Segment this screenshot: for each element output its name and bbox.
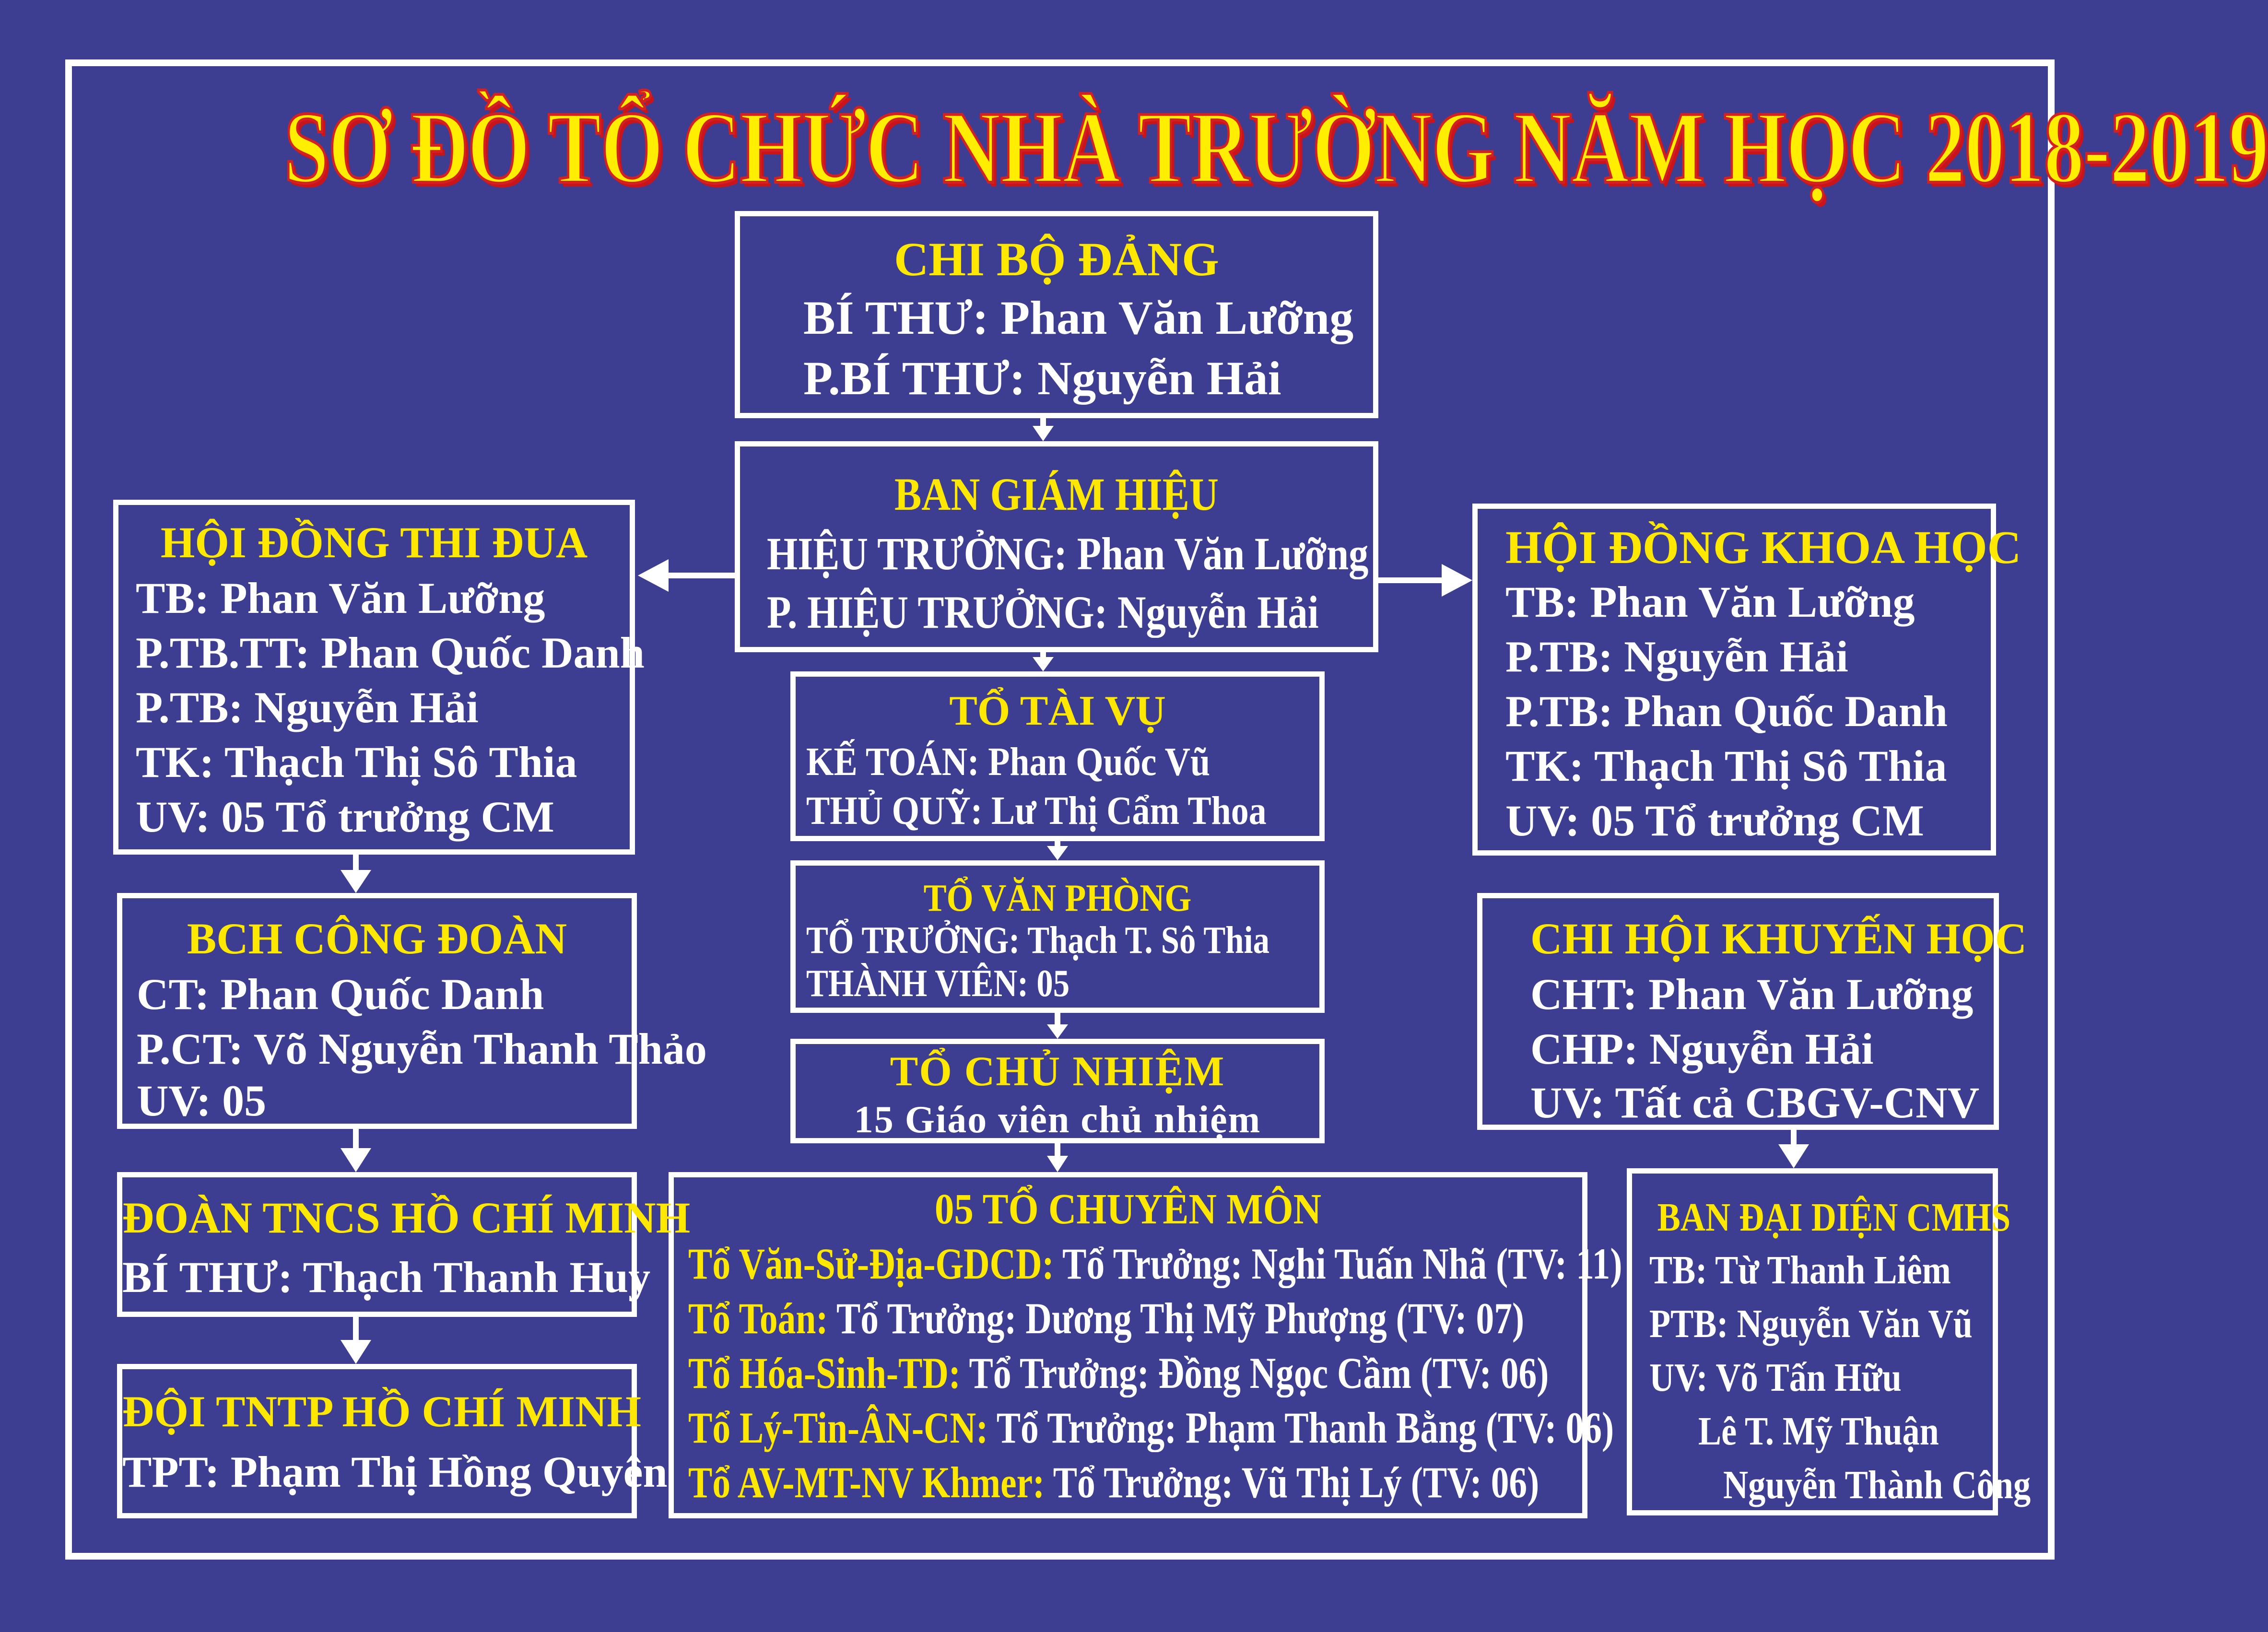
tcm-row-3-name: Tổ Hóa-Sinh-TD: [688, 1349, 961, 1397]
arrow-down-icon [1047, 1013, 1068, 1039]
bdd-heading: BAN ĐẠI DIỆN CMHS [1657, 1195, 2011, 1240]
doan-line-1: BÍ THƯ: Thạch Thanh Huy [122, 1253, 651, 1302]
arrow-down-icon [341, 855, 371, 893]
chi-bo-line-1: BÍ THƯ: Phan Văn Lưỡng [803, 291, 1354, 344]
chkh-line-3: UV: Tất cả CBGV-CNV [1530, 1078, 1980, 1127]
tcm-row-2-name: Tổ Toán: [688, 1294, 828, 1343]
bchcd-line-1: CT: Phan Quốc Danh [137, 970, 544, 1019]
tcm-row-3-detail: Tổ Trưởng: Đồng Ngọc Cầm (TV: 06) [961, 1349, 1549, 1397]
chkh-line-1: CHT: Phan Văn Lưỡng [1530, 970, 1974, 1019]
bdd-line-5: Nguyễn Thành Công [1723, 1463, 2031, 1507]
arrow-left-icon [638, 559, 735, 592]
bchcd-line-2: P.CT: Võ Nguyễn Thanh Thảo [137, 1024, 707, 1073]
tvp-line-1: TỔ TRƯỞNG: Thạch T. Sô Thia [806, 919, 1270, 962]
chart-title: SƠ ĐỒ TỔ CHỨC NHÀ TRƯỜNG NĂM HỌC 2018-2019 [284, 90, 2268, 205]
chi-bo-heading: CHI BỘ ĐẢNG [894, 233, 1219, 286]
tcm-row-1-detail: Tổ Trưởng: Nghi Tuấn Nhã (TV: 11) [1054, 1239, 1622, 1288]
chi-bo-line-2: P.BÍ THƯ: Nguyễn Hải [803, 352, 1281, 405]
bchcd-heading: BCH CÔNG ĐOÀN [187, 914, 567, 963]
tcm-row-4-detail: Tổ Trưởng: Phạm Thanh Bằng (TV: 06) [988, 1403, 1614, 1452]
hdkh-line-2: P.TB: Nguyễn Hải [1505, 632, 1848, 681]
hdtd-line-3: P.TB: Nguyễn Hải [136, 683, 479, 732]
doi-heading: ĐỘI TNTP HỒ CHÍ MINH [122, 1387, 641, 1436]
arrow-down-icon [1778, 1130, 1809, 1168]
arrow-down-icon [1047, 841, 1068, 860]
ttv-heading: TỔ TÀI VỤ [949, 688, 1166, 734]
tcm-row-5-name: Tổ AV-MT-NV Khmer: [688, 1458, 1045, 1507]
tcm-row-4-name: Tổ Lý-Tin-ÂN-CN: [688, 1403, 988, 1452]
arrow-down-icon [1033, 418, 1054, 441]
tvp-heading: TỔ VĂN PHÒNG [923, 877, 1192, 919]
bgh-line-2: P. HIỆU TRƯỞNG: Nguyễn Hải [767, 587, 1319, 638]
tvp-line-2: THÀNH VIÊN: 05 [806, 963, 1070, 1005]
bgh-line-1: HIỆU TRƯỞNG: Phan Văn Lưỡng [767, 528, 1369, 579]
hdtd-line-5: UV: 05 Tổ trưởng CM [136, 792, 554, 841]
arrow-right-icon [1378, 564, 1472, 597]
bdd-line-4: Lê T. Mỹ Thuận [1698, 1409, 1939, 1454]
hdtd-line-1: TB: Phan Văn Lưỡng [136, 574, 545, 622]
hdkh-line-4: TK: Thạch Thị Sô Thia [1505, 741, 1947, 790]
tcm-row-1-name: Tổ Văn-Sử-Địa-GDCD: [688, 1239, 1054, 1288]
arrow-down-icon [1033, 652, 1054, 671]
hdkh-line-1: TB: Phan Văn Lưỡng [1505, 577, 1915, 626]
tcm-row-5-detail: Tổ Trưởng: Vũ Thị Lý (TV: 06) [1045, 1458, 1539, 1507]
ttv-line-2: THỦ QUỸ: Lư Thị Cẩm Thoa [806, 788, 1267, 833]
tcm-row-2-detail: Tổ Trưởng: Dương Thị Mỹ Phượng (TV: 07) [828, 1294, 1525, 1343]
bchcd-line-3: UV: 05 [137, 1076, 267, 1125]
bdd-line-3: UV: Võ Tấn Hữu [1649, 1355, 1902, 1400]
tcn-line-1: 15 Giáo viên chủ nhiệm [854, 1099, 1261, 1141]
bgh-heading: BAN GIÁM HIỆU [894, 469, 1219, 520]
hdkh-line-5: UV: 05 Tổ trưởng CM [1505, 796, 1924, 845]
hdtd-line-4: TK: Thạch Thị Sô Thia [136, 738, 577, 787]
arrow-down-icon [341, 1129, 371, 1172]
hdkh-line-3: P.TB: Phan Quốc Danh [1505, 687, 1948, 736]
arrow-down-icon [341, 1317, 371, 1364]
hdtd-line-2: P.TB.TT: Phan Quốc Danh [136, 628, 645, 677]
doi-line-1: TPT: Phạm Thị Hồng Quyên [122, 1447, 668, 1496]
tcn-heading: TỔ CHỦ NHIỆM [890, 1048, 1225, 1095]
arrow-down-icon [1047, 1143, 1068, 1172]
tcm-heading: 05 TỔ CHUYÊN MÔN [934, 1186, 1322, 1233]
hdtd-heading: HỘI ĐỒNG THI ĐUA [160, 518, 588, 567]
chkh-heading: CHI HỘI KHUYẾN HỌC [1530, 914, 2027, 963]
hdkh-heading: HỘI ĐỒNG KHOA HỌC [1505, 522, 2021, 574]
doan-heading: ĐOÀN TNCS HỒ CHÍ MINH [122, 1193, 691, 1242]
chkh-line-2: CHP: Nguyễn Hải [1530, 1024, 1874, 1073]
bdd-line-2: PTB: Nguyễn Văn Vũ [1649, 1302, 1973, 1346]
ttv-line-1: KẾ TOÁN: Phan Quốc Vũ [806, 740, 1210, 784]
bdd-line-1: TB: Từ Thanh Liêm [1649, 1248, 1951, 1292]
